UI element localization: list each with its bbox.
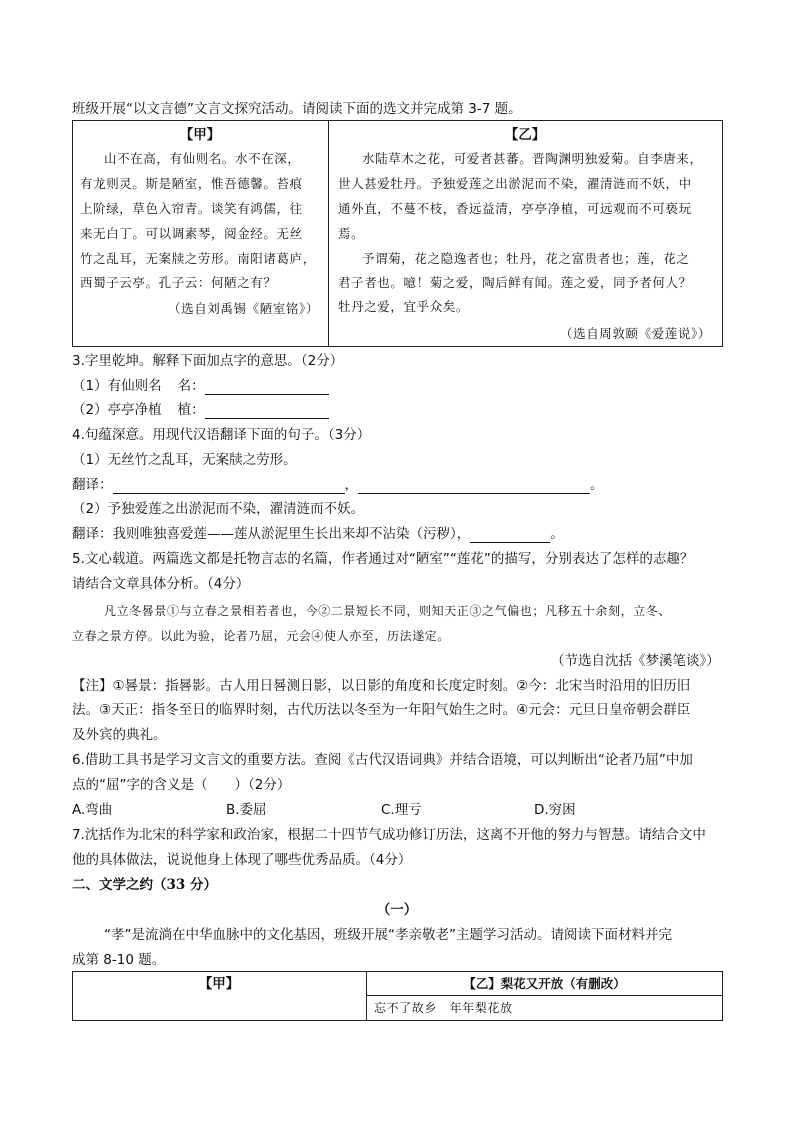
- passage-a-source: （选自刘禹锡《陋室铭》）: [168, 301, 319, 316]
- passage-c-line: 立春之景方停。以此为验，论者乃屈，元会④使人亦至，历法遂定。: [72, 629, 451, 643]
- q4-sentence-2: （2）予独爱莲之出淤泥而不染，濯清涟而不妖。: [72, 501, 365, 517]
- material-b-line: 忘不了故乡 年年梨花放: [374, 1001, 513, 1015]
- passage-a-line: 来无白丁。可以调素琴，阅金经。无丝: [80, 226, 303, 241]
- passage-b-line: 君子者也。噫！菊之爱，陶后鲜有闻。莲之爱，同予者何人？: [338, 275, 692, 290]
- translation-label: 翻译：: [72, 477, 113, 493]
- section-2-intro: “孝”是流淌在中华血脉中的文化基因，班级开展“孝亲敬老”主题学习活动。请阅读下面材料并完: [104, 927, 672, 943]
- q3-item-label: （1）有仙则名: [72, 378, 162, 394]
- q5-line-2: 请结合文章具体分析。（4分）: [72, 576, 250, 592]
- passage-c-source: （节选自沈括《梦溪笔谈》）: [551, 653, 720, 669]
- q3-item-label: （2）亭亭净植: [72, 402, 162, 418]
- section-intro: 班级开展“以文言德”文言文探究活动。请阅读下面的选文并完成第 3-7 题。: [72, 101, 522, 117]
- passage-a-line: 有龙则灵。斯是陋室，惟吾德馨。苔痕: [80, 176, 303, 191]
- table-row-divider: [366, 995, 722, 996]
- q3-item-key: 植：: [177, 402, 205, 418]
- notes-line: 及外宾的典礼。: [72, 727, 167, 743]
- q6-option-b[interactable]: B.委屈: [226, 802, 267, 818]
- section-2-intro: 成第 8-10 题。: [72, 952, 166, 968]
- passage-a-line: 上阶绿，草色入帘青。谈笑有鸿儒，往: [80, 201, 303, 216]
- notes-line: 法。③天正：指冬至日的临界时刻，古代历法以冬至为一年阳气始生之时。④元会：元旦日皇帝朝会群臣: [72, 702, 691, 718]
- q3-item-key: 名：: [177, 378, 205, 394]
- passage-a-line: 山不在高，有仙则名。水不在深，: [104, 151, 301, 166]
- q3-item-2: [72, 401, 329, 419]
- passage-b-line: 世人甚爱牡丹。予独爱莲之出淤泥而不染，濯清涟而不妖，中: [338, 176, 692, 191]
- passage-a-line: 西蜀子云亭。孔子云：何陋之有？: [80, 275, 277, 290]
- passage-b-line: 焉。: [338, 226, 365, 241]
- period: 。: [590, 477, 604, 493]
- q5-line-1: 5.文心载道。两篇选文都是托物言志的名篇，作者通过对“陋室”“莲花”的描写，分别表达了怎样的志趣？: [72, 551, 694, 567]
- passage-b-header: 【乙】: [504, 127, 546, 143]
- material-b-header: 【乙】梨花又开放（有删改）: [463, 976, 626, 991]
- q6-option-c[interactable]: C.理亏: [381, 802, 422, 818]
- answer-blank[interactable]: [470, 529, 550, 543]
- q6-option-a[interactable]: A.弯曲: [72, 802, 113, 818]
- q6-line-2: 点的“屈”字的含义是（ ）（2分）: [72, 777, 291, 793]
- passage-a-line: 竹之乱耳，无案牍之劳形。南阳诸葛庐，: [80, 251, 316, 266]
- passage-c-line: 凡立冬晷景①与立春之景相若者也，今②二景短长不同，则知天正③之气偏也；凡移五十余刻，立冬、: [104, 604, 672, 618]
- answer-blank[interactable]: [358, 480, 590, 494]
- q4-stem: 4.句蕴深意。用现代汉语翻译下面的句子。（3分）: [72, 427, 371, 443]
- q4-translation-2: [72, 525, 564, 543]
- table-divider: [328, 120, 329, 346]
- answer-blank[interactable]: [205, 381, 329, 395]
- answer-blank[interactable]: [113, 480, 345, 494]
- passage-b-line: 牡丹之爱，宜乎众矣。: [338, 299, 470, 314]
- section-2-subtitle: （一）: [376, 902, 418, 918]
- passage-b-source: （选自周敦颐《爱莲说》）: [560, 326, 711, 341]
- section-2-title: 二、文学之约（33 分）: [72, 877, 217, 893]
- comma: ，: [344, 477, 358, 493]
- q6-line-1: 6.借助工具书是学习文言文的重要方法。查阅《古代汉语词典》并结合语境，可以判断出“论者乃屈”中加: [72, 752, 693, 768]
- answer-blank[interactable]: [205, 405, 329, 419]
- period: 。: [550, 526, 564, 542]
- q6-option-d[interactable]: D.穷困: [534, 802, 576, 818]
- q3-stem: 3.字里乾坤。解释下面加点字的意思。（2分）: [72, 353, 344, 369]
- notes-line: 【注】①晷景：指晷影。古人用日晷测日影，以日影的角度和长度定时刻。②今：北宋当时沿用的旧历旧: [72, 678, 691, 694]
- passage-a-header: 【甲】: [179, 127, 221, 143]
- q7-line-2: 他的具体做法，说说他身上体现了哪些优秀品质。（4分）: [72, 852, 412, 868]
- q7-line-1: 7.沈括作为北宋的科学家和政治家，根据二十四节气成功修订历法，这离不开他的努力与智慧。请结合文中: [72, 827, 706, 843]
- passage-b-line: 水陆草木之花，可爱者甚蕃。晋陶渊明独爱菊。自李唐来，: [362, 151, 703, 166]
- material-a-header: 【甲】: [198, 976, 240, 992]
- translation-text: 翻译：我则唯独喜爱莲——莲从淤泥里生长出来却不沾染（污秽），: [72, 526, 471, 542]
- passage-b-line: 予谓菊，花之隐逸者也；牡丹，花之富贵者也；莲，花之: [362, 251, 690, 266]
- passage-b-line: 通外直，不蔓不枝，香远益清，亭亭净植，可远观而不可亵玩: [338, 201, 692, 216]
- q4-translation-1: [72, 476, 604, 494]
- q3-item-1: [72, 377, 329, 395]
- q4-sentence-1: （1）无丝竹之乱耳，无案牍之劳形。: [72, 452, 297, 468]
